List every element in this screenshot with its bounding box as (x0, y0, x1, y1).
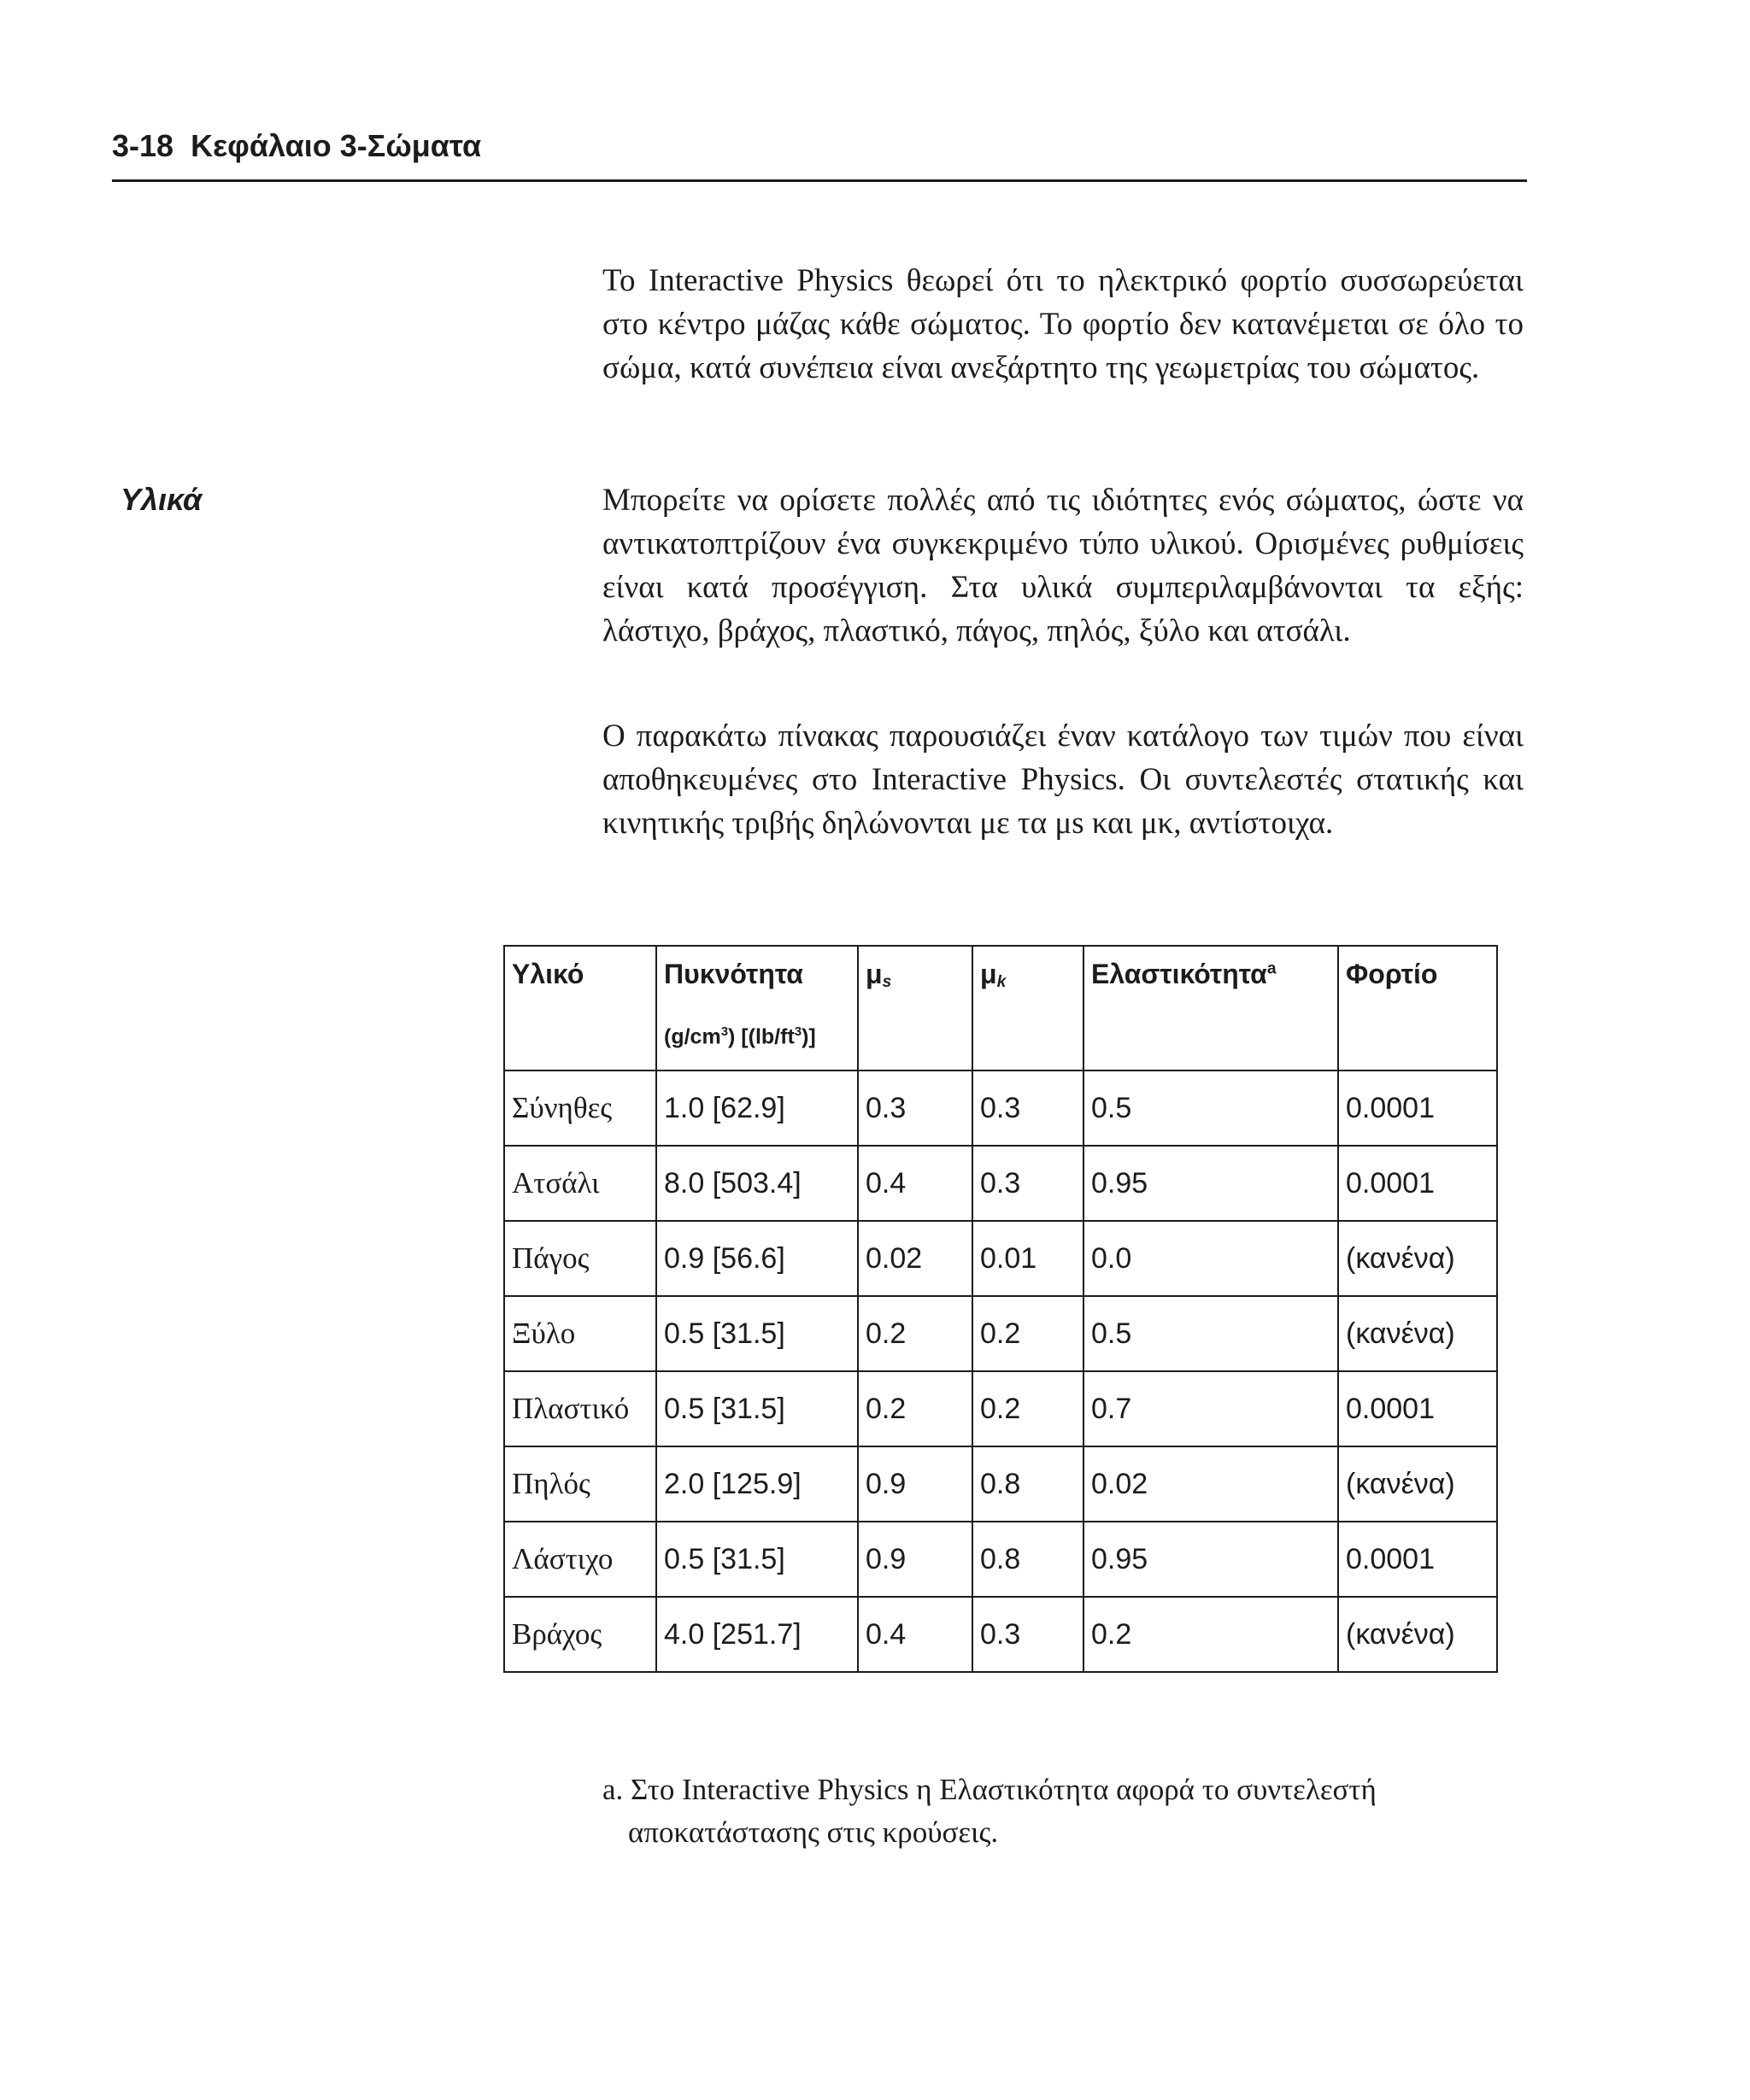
header-elasticity: Ελαστικότητα$^a$ (1083, 946, 1338, 1071)
table-row (504, 1221, 1497, 1296)
cell-mu-s: 0.02 (858, 1221, 972, 1296)
cell-density: 0.5 [31.5] (656, 1296, 858, 1371)
cell-charge: (κανένα) (1338, 1296, 1497, 1371)
table-row (504, 1296, 1497, 1371)
table-row (504, 1146, 1497, 1221)
cell-charge: (κανένα) (1338, 1446, 1497, 1522)
cell-elasticity: 0.5 (1083, 1296, 1338, 1371)
cell-charge: 0.0001 (1338, 1371, 1497, 1446)
header-material: Υλικό (504, 946, 656, 1071)
cell-mu-k: 0.3 (972, 1597, 1083, 1672)
cell-density: 1.0 [62.9] (656, 1071, 858, 1146)
paragraph-table-intro: Ο παρακάτω πίνακας παρουσιάζει έναν κατάλογο των τιμών που είναι αποθηκευμένες στο Interactive Physics. Οι συντελεστές στατικής και κινητικής τριβής δηλώνονται με τα μs και μκ, αντίστοιχα. (602, 719, 1524, 841)
cell-material: Πάγος (504, 1221, 656, 1296)
cell-mu-s: 0.9 (858, 1446, 972, 1522)
cell-material: Ατσάλι (504, 1146, 656, 1221)
cell-mu-k: 0.2 (972, 1371, 1083, 1446)
cell-material: Πλαστικό (504, 1371, 656, 1446)
cell-mu-s: 0.2 (858, 1296, 972, 1371)
cell-density: 8.0 [503.4] (656, 1146, 858, 1221)
header-density-unit: $(g/cm^3)$ $[(lb/ft^3)]$ (664, 1024, 816, 1049)
cell-density: 0.5 [31.5] (656, 1371, 858, 1446)
cell-mu-k: 0.8 (972, 1522, 1083, 1597)
cell-mu-k: 0.2 (972, 1296, 1083, 1371)
cell-material: Ξύλο (504, 1296, 656, 1371)
footnote-marker-label: a. (602, 1773, 624, 1806)
footnote (602, 1769, 1483, 1854)
footnote-marker: a (1266, 959, 1277, 978)
table-row (504, 1071, 1497, 1146)
cell-material: Πηλός (504, 1446, 656, 1522)
cell-charge: (κανένα) (1338, 1221, 1497, 1296)
cell-elasticity: 0.5 (1083, 1071, 1338, 1146)
cell-mu-k: 0.8 (972, 1446, 1083, 1522)
cell-mu-k: 0.3 (972, 1146, 1083, 1221)
cell-charge: (κανένα) (1338, 1597, 1497, 1672)
cell-mu-k: 0.01 (972, 1221, 1083, 1296)
paragraph-materials-intro: Μπορείτε να ορίσετε πολλές από τις ιδιότητες ενός σώματος, ώστε να αντικατοπτρίζουν ένα συγκεκριμένο τύπο υλικού. Ορισμένες ρυθμίσεις είναι κατά προσέγγιση. Στα υλικά συμπεριλαμβάνονται τα εξής: λάστιχο, βράχος, πλαστικό, πάγος, πηλός, ξύλο και ατσάλι. (602, 483, 1524, 648)
table-row (504, 1446, 1497, 1522)
cell-mu-s: 0.4 (858, 1146, 972, 1221)
cell-material: Βράχος (504, 1597, 656, 1672)
chapter-title: Κεφάλαιο 3-Σώματα (191, 128, 482, 163)
table-row (504, 1522, 1497, 1597)
cell-material: Σύνηθες (504, 1071, 656, 1146)
cell-charge: 0.0001 (1338, 1071, 1497, 1146)
cell-elasticity: 0.95 (1083, 1146, 1338, 1221)
cell-mu-s: 0.3 (858, 1071, 972, 1146)
cell-density: 0.5 [31.5] (656, 1522, 858, 1597)
cell-elasticity: 0.0 (1083, 1221, 1338, 1296)
cell-density: 4.0 [251.7] (656, 1597, 858, 1672)
paragraph-charge: Το Interactive Physics θεωρεί ότι το ηλεκτρικό φορτίο συσσωρεύεται στο κέντρο μάζας κάθε σώματος. Το φορτίο δεν κατανέμεται σε όλο το σώμα, κατά συνέπεια είναι ανεξάρτητο της γεωμετρίας του σώματος. (602, 263, 1524, 385)
section-heading: Υλικά (120, 482, 203, 517)
cell-mu-s: 0.9 (858, 1522, 972, 1597)
page-number: 3-18 (112, 128, 174, 163)
cell-density: 0.9 [56.6] (656, 1221, 858, 1296)
header-mu-k: μk (972, 946, 1083, 1071)
header-mu-s: μs (858, 946, 972, 1071)
materials-table (503, 945, 1498, 1673)
cell-elasticity: 0.7 (1083, 1371, 1338, 1446)
header-charge: Φορτίο (1338, 946, 1497, 1071)
table-row (504, 1371, 1497, 1446)
cell-mu-s: 0.4 (858, 1597, 972, 1672)
cell-mu-s: 0.2 (858, 1371, 972, 1446)
cell-mu-k: 0.3 (972, 1071, 1083, 1146)
cell-elasticity: 0.95 (1083, 1522, 1338, 1597)
cell-elasticity: 0.02 (1083, 1446, 1338, 1522)
cell-charge: 0.0001 (1338, 1146, 1497, 1221)
table-row (504, 1597, 1497, 1672)
cell-charge: 0.0001 (1338, 1522, 1497, 1597)
cell-material: Λάστιχο (504, 1522, 656, 1597)
cell-density: 2.0 [125.9] (656, 1446, 858, 1522)
table-header-row (504, 946, 1497, 1071)
header-density: Πυκνότητα $(g/cm^3)$ $[(lb/ft^3)]$ (656, 946, 858, 1071)
running-header (112, 128, 1527, 164)
header-rule (112, 179, 1527, 182)
footnote-text: Στο Interactive Physics η Ελαστικότητα αφορά το συντελεστή αποκατάστασης στις κρούσεις. (628, 1773, 1377, 1849)
cell-elasticity: 0.2 (1083, 1597, 1338, 1672)
